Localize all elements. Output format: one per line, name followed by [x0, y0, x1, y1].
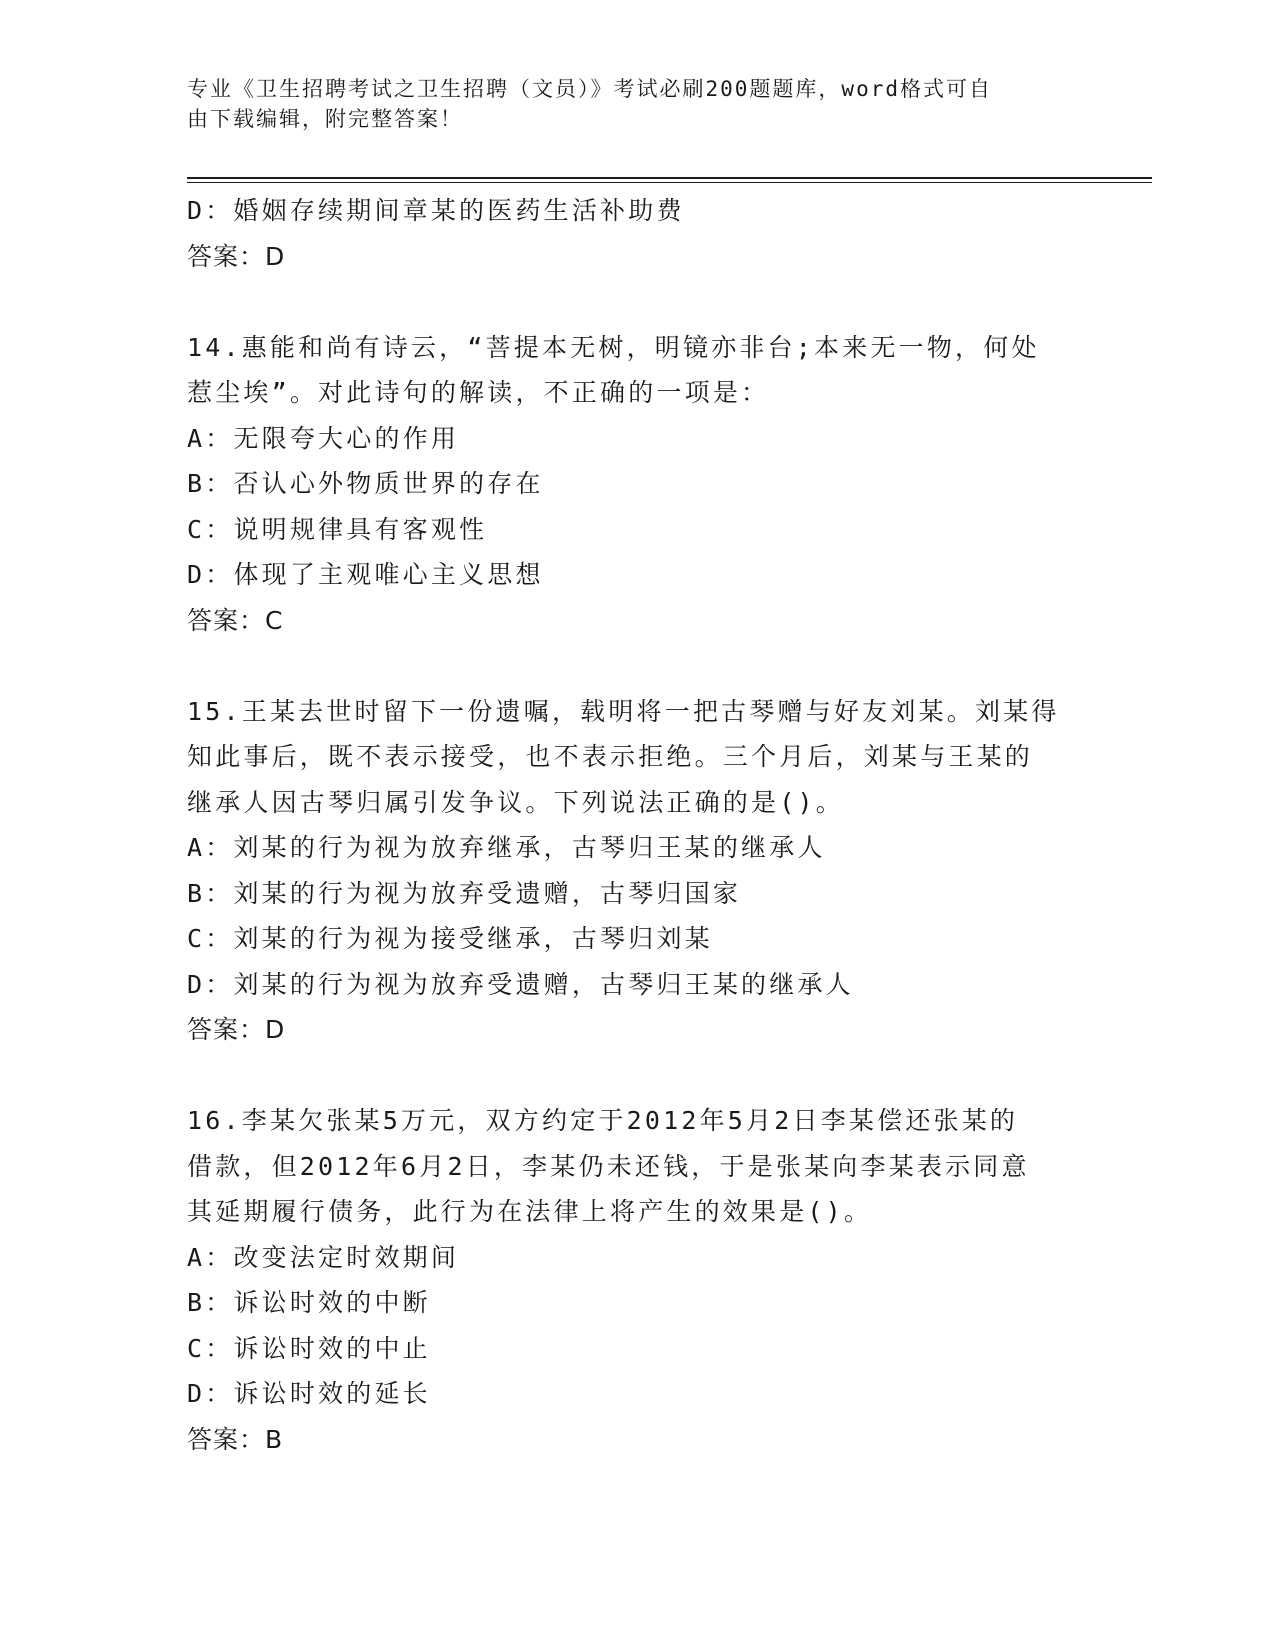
option-a: A：改变法定时效期间: [187, 1242, 460, 1272]
answer-line: 答案：B: [187, 1424, 284, 1454]
spacer: [187, 1053, 1077, 1099]
option-d: D：刘某的行为视为放弃受遗赠，古琴归王某的继承人: [187, 969, 854, 999]
question-stem-line: 15.王某去世时留下一份遗嘱，载明将一把古琴赠与好友刘某。刘某得: [187, 696, 1060, 726]
question-stem-line: 知此事后，既不表示接受，也不表示拒绝。三个月后，刘某与王某的: [187, 742, 1034, 771]
question-16: [187, 1098, 1077, 1462]
option-b: B：刘某的行为视为放弃受遗赠，古琴归国家: [187, 878, 742, 908]
option-c: C：说明规律具有客观性: [187, 514, 488, 544]
question-stem-line: 14.惠能和尚有诗云，“菩提本无树，明镜亦非台;本来无一物，何处: [187, 332, 1040, 362]
header-line-1: 专业《卫生招聘考试之卫生招聘（文员）》考试必刷200题题库，word格式可自: [187, 77, 992, 101]
question-14: [187, 325, 1077, 644]
answer-line: 答案：C: [187, 605, 284, 635]
question-15: [187, 689, 1077, 1053]
header-divider-thick: [187, 177, 1152, 179]
spacer: [187, 643, 1077, 689]
document-header: [187, 74, 1067, 134]
spacer: [187, 279, 1077, 325]
document-body: [187, 188, 1077, 1462]
option-b: B：诉讼时效的中断: [187, 1288, 431, 1317]
question-stem-line: 其延期履行债务，此行为在法律上将产生的效果是()。: [187, 1197, 873, 1226]
option-a: A：无限夸大心的作用: [187, 423, 460, 453]
question-stem-line: 16.李某欠张某5万元，双方约定于2012年5月2日李某偿还张某的: [187, 1106, 1019, 1135]
answer-line: 答案：D: [187, 241, 286, 271]
header-line-2: 由下载编辑，附完整答案！: [187, 107, 463, 131]
header-divider-thin: [187, 182, 1152, 183]
option-c: C：刘某的行为视为接受继承，古琴归刘某: [187, 924, 713, 953]
option-d: D：体现了主观唯心主义思想: [187, 560, 544, 589]
option-a: A：刘某的行为视为放弃继承，古琴归王某的继承人: [187, 833, 826, 862]
option-b: B：否认心外物质世界的存在: [187, 469, 544, 498]
question-stem-line: 惹尘埃”。对此诗句的解读，不正确的一项是：: [187, 378, 770, 407]
answer-line: 答案：D: [187, 1015, 286, 1044]
option-d: D：诉讼时效的延长: [187, 1379, 431, 1408]
option-d: D：婚姻存续期间章某的医药生活补助费: [187, 196, 685, 225]
question-stem-line: 继承人因古琴归属引发争议。下列说法正确的是()。: [187, 787, 844, 817]
question-stem-line: 借款，但2012年6月2日，李某仍未还钱，于是张某向李某表示同意: [187, 1151, 1030, 1181]
option-c: C：诉讼时效的中止: [187, 1333, 431, 1363]
